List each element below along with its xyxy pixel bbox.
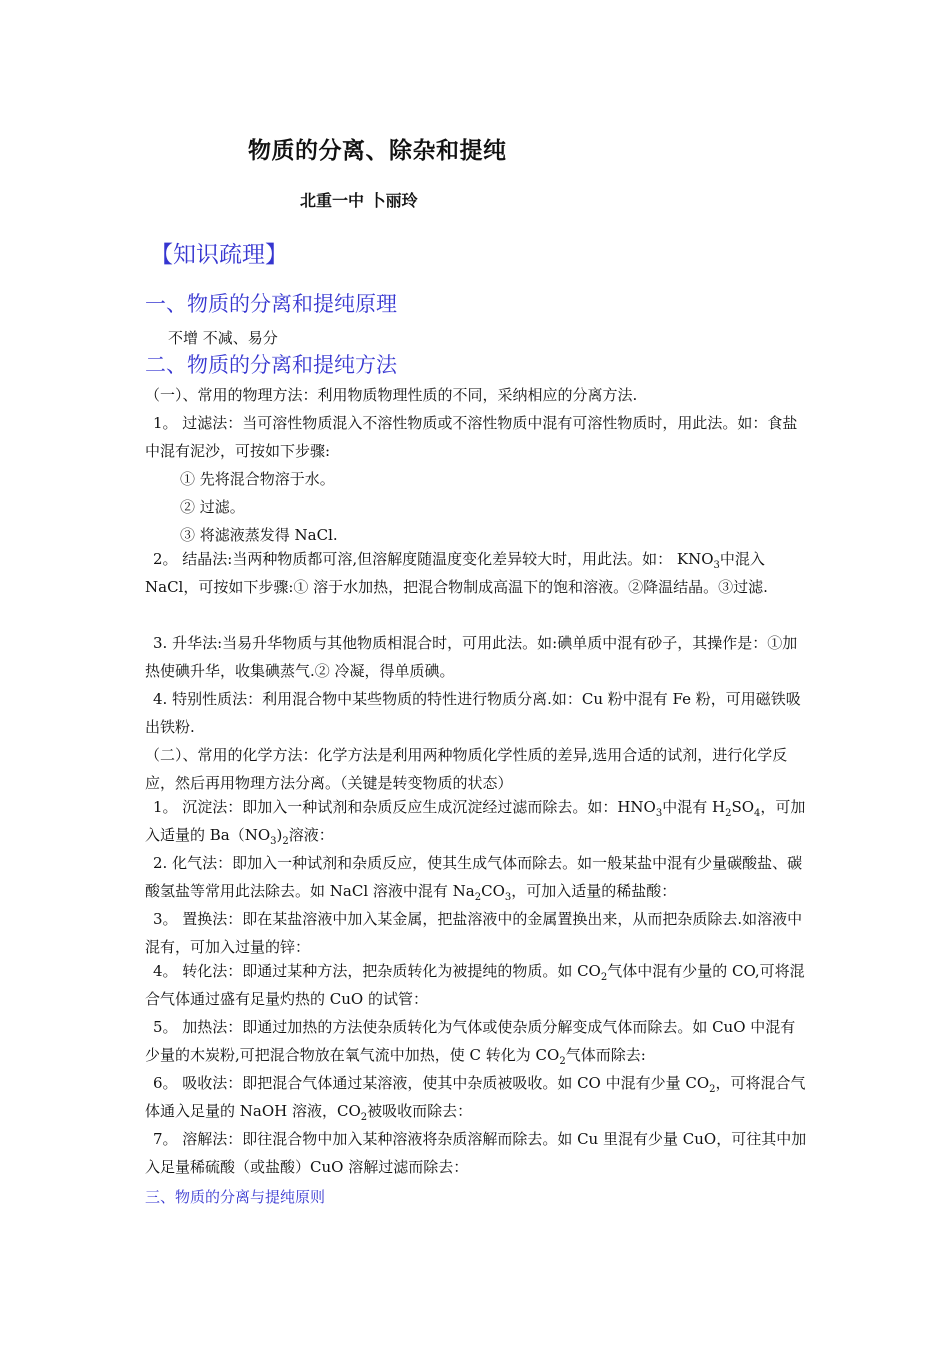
method-dissolution: 7。 溶解法：即往混合物中加入某种溶液将杂质溶解而除去。如 Cu 里混有少量 CuO，可往其中加入足量稀硫酸（或盐酸）CuO 溶解过滤而除去： xyxy=(145,1130,807,1176)
section1-text: 不增 不减、易分 xyxy=(168,329,278,347)
chemical-methods-intro: （二）、常用的化学方法：化学方法是利用两种物质化学性质的差异,选用合适的试剂，进行化学反应，然后再用物理方法分离。（关键是转变物质的状态） xyxy=(145,746,788,792)
method-conversion: 4。 转化法：即通过某种方法，把杂质转化为被提纯的物质。如 $CO_2$气体中混有少量的 CO,可将混合气体通过盛有足量灼热的 CuO 的试管： xyxy=(145,962,805,1008)
method-displacement: 3。 置换法：即在某盐溶液中加入某金属，把盐溶液中的金属置换出来，从而把杂质除去.如溶液中混有，可加入过量的锌： xyxy=(145,910,803,956)
document-title: 物质的分离、除杂和提纯 xyxy=(248,138,507,164)
physical-methods-intro: （一）、常用的物理方法：利用物质物理性质的不同，采纳相应的分离方法. xyxy=(145,386,638,404)
method-gasification: 2. 化气法：即加入一种试剂和杂质反应，使其生成气体而除去。如一般某盐中混有少量碳酸盐、碳酸氢盐等常用此法除去。如 NaCl 溶液中混有 $Na_2CO_3$，可加入适量的稀盐酸： xyxy=(145,854,803,903)
filtration-step-2: ② 过滤。 xyxy=(180,498,245,516)
section3-heading: 三、物质的分离与提纯原则 xyxy=(145,1188,326,1206)
section1-heading: 一、物质的分离和提纯原理 xyxy=(145,292,397,316)
method-crystallization: 2。 结晶法:当两种物质都可溶,但溶解度随温度变化差异较大时，用此法。如： $KNO_3$中混入 NaCl，可按如下步骤:① 溶于水加热，把混合物制成高温下的饱和溶液。②降温结晶。③过滤. xyxy=(145,550,768,596)
document-author: 北重一中 卜丽玲 xyxy=(300,191,418,210)
method-special-property: 4. 特别性质法：利用混合物中某些物质的特性进行物质分离.如：Cu 粉中混有 Fe 粉，可用磁铁吸出铁粉. xyxy=(145,690,801,736)
section2-heading: 二、物质的分离和提纯方法 xyxy=(145,353,397,377)
method-sublimation: 3. 升华法:当易升华物质与其他物质相混合时，可用此法。如:碘单质中混有砂子，其操作是：①加热使碘升华，收集碘蒸气.② 冷凝，得单质碘。 xyxy=(145,634,798,680)
method-absorption: 6。 吸收法：即把混合气体通过某溶液，使其中杂质被吸收。如 CO 中混有少量 $CO_2$，可将混合气体通入足量的 NaOH 溶液，$CO_2$被吸收而除去： xyxy=(145,1074,806,1123)
method-precipitation: 1。 沉淀法：即加入一种试剂和杂质反应生成沉淀经过滤而除去。如：$HNO_3$中混有 $H_2SO_4$，可加入适量的 $Ba(NO_3)_2$溶液： xyxy=(145,798,806,847)
filtration-step-3: ③ 将滤液蒸发得 NaCl. xyxy=(180,526,338,544)
method-heating: 5。 加热法：即通过加热的方法使杂质转化为气体或使杂质分解变成气体而除去。如 CuO 中混有少量的木炭粉,可把混合物放在氧气流中加热，使 C 转化为 $CO_2$气体而除去: xyxy=(145,1018,796,1067)
section-knowledge-heading: 【知识疏理】 xyxy=(150,242,288,268)
filtration-step-1: ① 先将混合物溶于水。 xyxy=(180,470,335,488)
method-filtration: 1。 过滤法：当可溶性物质混入不溶性物质或不溶性物质中混有可溶性物质时，用此法。如：食盐中混有泥沙，可按如下步骤: xyxy=(145,414,798,460)
